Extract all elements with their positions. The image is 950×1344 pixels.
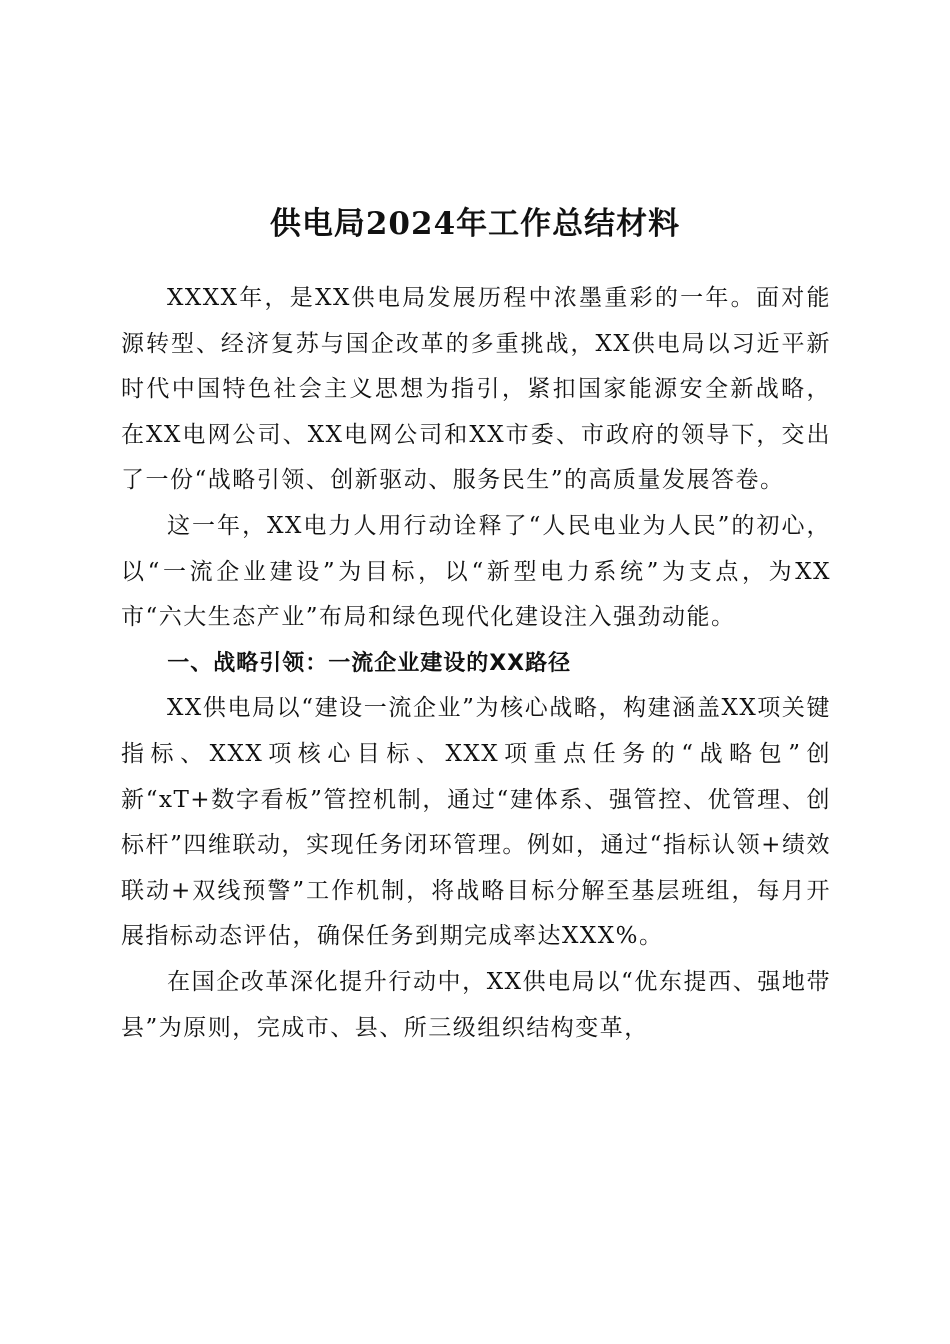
section-1-heading: 一、战略引领：一流企业建设的XX路径 [167, 650, 572, 676]
intro-paragraph-2: 这一年，XX电力人用行动诠释了“人民电业为人民”的初心，以“一流企业建设”为目标，以“新型电力系统”为支点，为XX市“六大生态产业”布局和绿色现代化建设注入强劲动能。 [121, 512, 831, 631]
document-body [121, 276, 831, 1051]
section-1-paragraph-1: XX供电局以“建设一流企业”为核心战略，构建涵盖XX项关键指标、XXX项核心目标、XXX项重点任务的“战略包”创新“xT+数字看板”管控机制，通过“建体系、强管控、优管理、创标杆”四维联动，实现任务闭环管理。例如，通过“指标认领+绩效联动+双线预警”工作机制，将战略目标分解至基层班组，每月开展指标动态评估，确保任务到期完成率达XXX%。 [121, 695, 831, 950]
document-title: 供电局2024年工作总结材料 [269, 205, 681, 242]
section-1-paragraph-2: 在国企改革深化提升行动中，XX供电局以“优东提西、强地带县”为原则，完成市、县、所三级组织结构变革， [121, 968, 831, 1041]
intro-paragraph-1: XXXX年，是XX供电局发展历程中浓墨重彩的一年。面对能源转型、经济复苏与国企改革的多重挑战，XX供电局以习近平新时代中国特色社会主义思想为指引，紧扣国家能源安全新战略，在XX电网公司、XX电网公司和XX市委、市政府的领导下，交出了一份“战略引领、创新驱动、服务民生”的高质量发展答卷。 [121, 285, 831, 494]
